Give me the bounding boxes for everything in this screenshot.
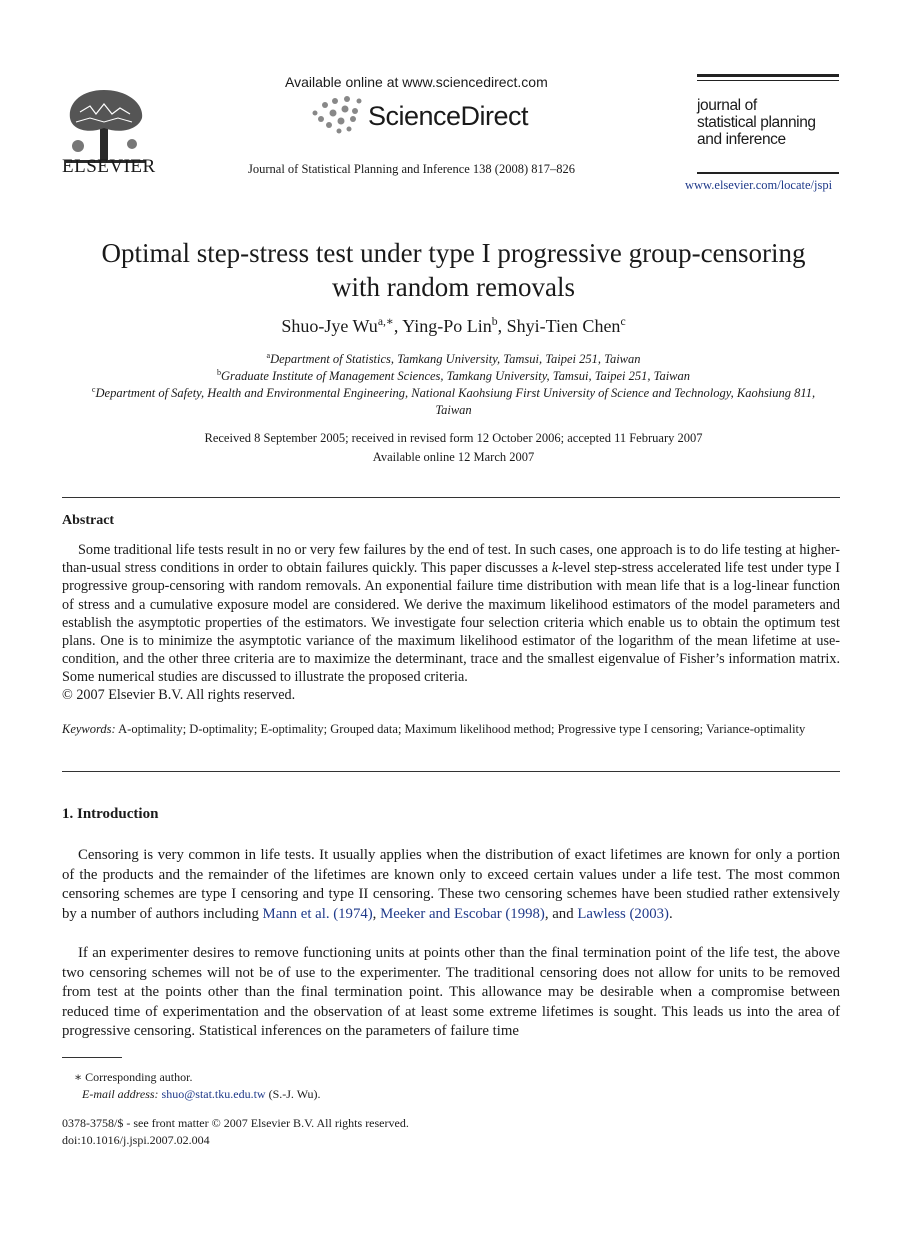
keywords-label: Keywords: bbox=[62, 722, 116, 736]
journal-url-link[interactable]: www.elsevier.com/locate/jspi bbox=[685, 178, 833, 192]
received-dates: Received 8 September 2005; received in revised form 12 October 2006; accepted 11 February 2007 bbox=[204, 431, 703, 445]
citation-link[interactable]: Meeker and Escobar (1998) bbox=[380, 905, 545, 922]
paragraph-text: , and bbox=[544, 905, 578, 922]
affiliation-text: Graduate Institute of Management Sciences, Tamkang University, Tamsui, Taipei 251, Taiwan bbox=[221, 369, 691, 383]
affiliation-text: Department of Statistics, Tamkang University, Tamsui, Taipei 251, Taiwan bbox=[270, 352, 641, 366]
journal-rule-top bbox=[697, 74, 839, 77]
author-affiliation-sup: c bbox=[620, 315, 626, 328]
paragraph-text: Censoring is very common in life tests. It usually applies when the distribution of exact lifetimes are known for only a portion of the products and the remainder of the lifetimes are known only to exceed certain values under a life test. The most common censoring schemes are type I censoring and type II censoring. These two censoring schemes have been studied rather extensively by a number of authors including bbox=[62, 847, 840, 922]
abstract-text: Some traditional life tests result in no or very few failures by the end of test. In such cases, one approach is to do life testing at higher-than-usual stress conditions in order to obtain failures quickly. This paper discusses a bbox=[62, 542, 840, 577]
footnote-email bbox=[82, 1087, 321, 1102]
abstract-variable: k bbox=[551, 560, 559, 577]
citation-link[interactable]: Mann et al. (1974) bbox=[262, 905, 373, 922]
journal-name bbox=[697, 97, 847, 148]
footnote-rule bbox=[62, 1057, 122, 1058]
issn-line: 0378-3758/$ - see front matter © 2007 Elsevier B.V. All rights reserved. bbox=[62, 1116, 409, 1130]
doi-line[interactable]: doi:10.1016/j.jspi.2007.02.004 bbox=[62, 1133, 210, 1147]
affiliation-text: Taiwan bbox=[435, 403, 472, 417]
footnote-marker: ∗ bbox=[74, 1070, 83, 1084]
affiliation-sup: b bbox=[216, 367, 222, 377]
citation-link[interactable]: Lawless (2003) bbox=[577, 905, 669, 922]
footnote-text: Corresponding author. bbox=[82, 1070, 193, 1084]
email-label: E-mail address: bbox=[82, 1087, 159, 1101]
abstract-body bbox=[62, 541, 840, 687]
publisher-name: ELSEVIER bbox=[62, 156, 156, 177]
journal-rule-bottom bbox=[697, 172, 839, 174]
journal-name-line: and inference bbox=[697, 131, 786, 148]
affiliation-c bbox=[40, 385, 867, 419]
affiliation-b bbox=[40, 368, 867, 385]
affiliation-sup: a bbox=[266, 350, 271, 360]
footnote-text: (S.-J. Wu). bbox=[265, 1087, 321, 1101]
email-link[interactable]: shuo@stat.tku.edu.tw bbox=[161, 1087, 266, 1101]
author-list: Shuo-Jye $Wu^{a,∗}$, Ying-Po Lin$^b$, Shyi-Tien Chen$^c$ bbox=[281, 315, 626, 336]
available-online-line[interactable]: Available online at www.sciencedirect.com bbox=[285, 74, 548, 90]
affiliation-a bbox=[40, 351, 867, 368]
author-affiliation-sup: a,∗ bbox=[377, 315, 394, 328]
divider bbox=[62, 497, 840, 498]
journal-name-line: journal of bbox=[697, 97, 757, 114]
intro-paragraph-1 bbox=[62, 846, 840, 924]
available-online-date: Available online 12 March 2007 bbox=[372, 450, 535, 464]
affiliation-sup: c bbox=[91, 384, 96, 394]
author-name[interactable]: Ying-Po Lin bbox=[402, 316, 492, 336]
footnote-corresponding bbox=[74, 1070, 192, 1085]
keywords bbox=[62, 721, 840, 738]
keywords-list: A-optimality; D-optimality; E-optimality; Grouped data; Maximum likelihood method; Progressive type I censoring; Variance-optimality bbox=[115, 722, 806, 736]
abstract-text: -level step-stress accelerated life test under type I progressive group-censoring with random removals. An exponential failure time distribution with mean life that is a log-linear function of stress and a cumulative exposure model are considered. We derive the maximum likelihood estimators of the model parameters and establish the asymptotic properties of the estimators. We investigate four selection criteria which enable us to obtain the optimum test plans. One is to minimize the asymptotic variance of the maximum likelihood estimator of the logarithm of the mean lifetime at use-condition, and the other three criteria are to maximize the determinant, trace and the smallest eigenvalue of Fisher’s information matrix. Some numerical studies are discussed to illustrate the proposed criteria. bbox=[62, 560, 840, 686]
journal-name-line: statistical planning bbox=[697, 114, 816, 131]
author-affiliation-sup: b bbox=[491, 315, 498, 328]
paper-title bbox=[40, 236, 867, 304]
journal-rule-top-thin bbox=[697, 80, 839, 81]
author-name[interactable]: Shuo-Jye Wu bbox=[281, 316, 378, 336]
paragraph-text: . bbox=[668, 905, 673, 922]
section-heading: 1. Introduction bbox=[62, 806, 159, 822]
affiliation-text: Department of Safety, Health and Environmental Engineering, National Kaohsiung First University of Science and Technology, Kaohsiung 811, bbox=[95, 386, 816, 400]
author-name[interactable]: Shyi-Tien Chen bbox=[506, 316, 621, 336]
sciencedirect-brand: ScienceDirect bbox=[368, 101, 529, 131]
paragraph-text: , bbox=[372, 905, 381, 922]
intro-paragraph-2: If an experimenter desires to remove functioning units at points other than the final termination point of the life test, the above two censoring schemes will not be of use to the experimenter. The traditional censoring does not allow for units to be removed from test at the points other than the final termination point. This allowance may be desirable when a compromise between reduced time of experimentation and the observation of at least some extreme lifetimes is sought. This leads us into the area of progressive censoring. Statistical inferences on the parameters of failure time bbox=[62, 945, 840, 1040]
abstract-heading: Abstract bbox=[62, 513, 115, 528]
journal-reference: Journal of Statistical Planning and Inference 138 (2008) 817–826 bbox=[248, 162, 576, 176]
divider bbox=[62, 771, 840, 772]
abstract-copyright: © 2007 Elsevier B.V. All rights reserved. bbox=[62, 687, 296, 703]
title-line: with random removals bbox=[332, 272, 575, 302]
title-line: Optimal step-stress test under type I progressive group-censoring bbox=[101, 238, 806, 268]
